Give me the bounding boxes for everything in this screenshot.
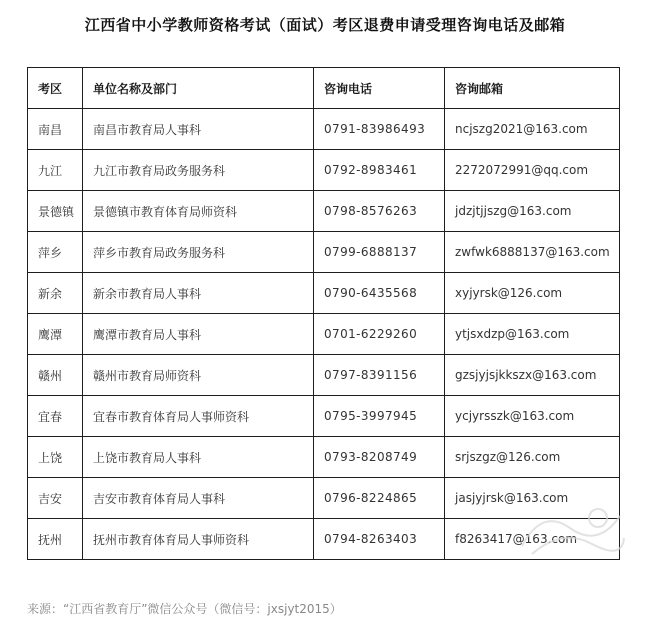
cell-email: ncjszg2021@163.com [445, 109, 620, 150]
header-phone: 咨询电话 [314, 68, 445, 109]
cell-unit: 上饶市教育局人事科 [83, 437, 314, 478]
cell-phone: 0796-8224865 [314, 478, 445, 519]
table-row [28, 478, 620, 519]
cell-area: 景德镇 [28, 191, 83, 232]
cell-email: jdzjtjjszg@163.com [445, 191, 620, 232]
cell-area: 吉安 [28, 478, 83, 519]
cell-area: 新余 [28, 273, 83, 314]
cell-area: 鹰潭 [28, 314, 83, 355]
cell-phone: 0798-8576263 [314, 191, 445, 232]
cell-unit: 九江市教育局政务服务科 [83, 150, 314, 191]
cell-unit: 景德镇市教育体育局师资科 [83, 191, 314, 232]
cell-email: ytjsxdzp@163.com [445, 314, 620, 355]
cell-email: gzsjyjsjkkszx@163.com [445, 355, 620, 396]
cell-area: 萍乡 [28, 232, 83, 273]
cell-unit: 萍乡市教育局政务服务科 [83, 232, 314, 273]
cell-area: 抚州 [28, 519, 83, 560]
cell-unit: 抚州市教育体育局人事师资科 [83, 519, 314, 560]
cell-phone: 0791-83986493 [314, 109, 445, 150]
table-row [28, 314, 620, 355]
cell-unit: 宜春市教育体育局人事师资科 [83, 396, 314, 437]
cell-area: 上饶 [28, 437, 83, 478]
cell-email: f8263417@163.com [445, 519, 620, 560]
cell-area: 赣州 [28, 355, 83, 396]
table-row [28, 150, 620, 191]
cell-email: zwfwk6888137@163.com [445, 232, 620, 273]
cell-email: jasjyjrsk@163.com [445, 478, 620, 519]
cell-phone: 0790-6435568 [314, 273, 445, 314]
table-row [28, 355, 620, 396]
header-area: 考区 [28, 68, 83, 109]
cell-phone: 0795-3997945 [314, 396, 445, 437]
cell-unit: 赣州市教育局师资科 [83, 355, 314, 396]
page-title: 江西省中小学教师资格考试（面试）考区退费申请受理咨询电话及邮箱 [84, 16, 566, 34]
cell-email: srjszgz@126.com [445, 437, 620, 478]
table-row [28, 437, 620, 478]
cell-phone: 0799-6888137 [314, 232, 445, 273]
table-row [28, 191, 620, 232]
cell-email: 2272072991@qq.com [445, 150, 620, 191]
contact-table [27, 67, 620, 560]
header-email: 咨询邮箱 [445, 68, 620, 109]
cell-phone: 0794-8263403 [314, 519, 445, 560]
table-row [28, 109, 620, 150]
source-note: 来源：“江西省教育厅”微信公众号（微信号：jxsjyt2015） [27, 602, 342, 616]
cell-area: 九江 [28, 150, 83, 191]
cell-phone: 0797-8391156 [314, 355, 445, 396]
cell-phone: 0792-8983461 [314, 150, 445, 191]
table-row [28, 273, 620, 314]
cell-area: 宜春 [28, 396, 83, 437]
table-row [28, 396, 620, 437]
table-row [28, 519, 620, 560]
cell-phone: 0701-6229260 [314, 314, 445, 355]
cell-unit: 新余市教育局人事科 [83, 273, 314, 314]
cell-email: xyjyrsk@126.com [445, 273, 620, 314]
cell-phone: 0793-8208749 [314, 437, 445, 478]
cell-email: ycjyrsszk@163.com [445, 396, 620, 437]
table-header-row [28, 68, 620, 109]
cell-unit: 鹰潭市教育局人事科 [83, 314, 314, 355]
cell-unit: 吉安市教育体育局人事科 [83, 478, 314, 519]
cell-unit: 南昌市教育局人事科 [83, 109, 314, 150]
table-row [28, 232, 620, 273]
header-unit: 单位名称及部门 [83, 68, 314, 109]
cell-area: 南昌 [28, 109, 83, 150]
